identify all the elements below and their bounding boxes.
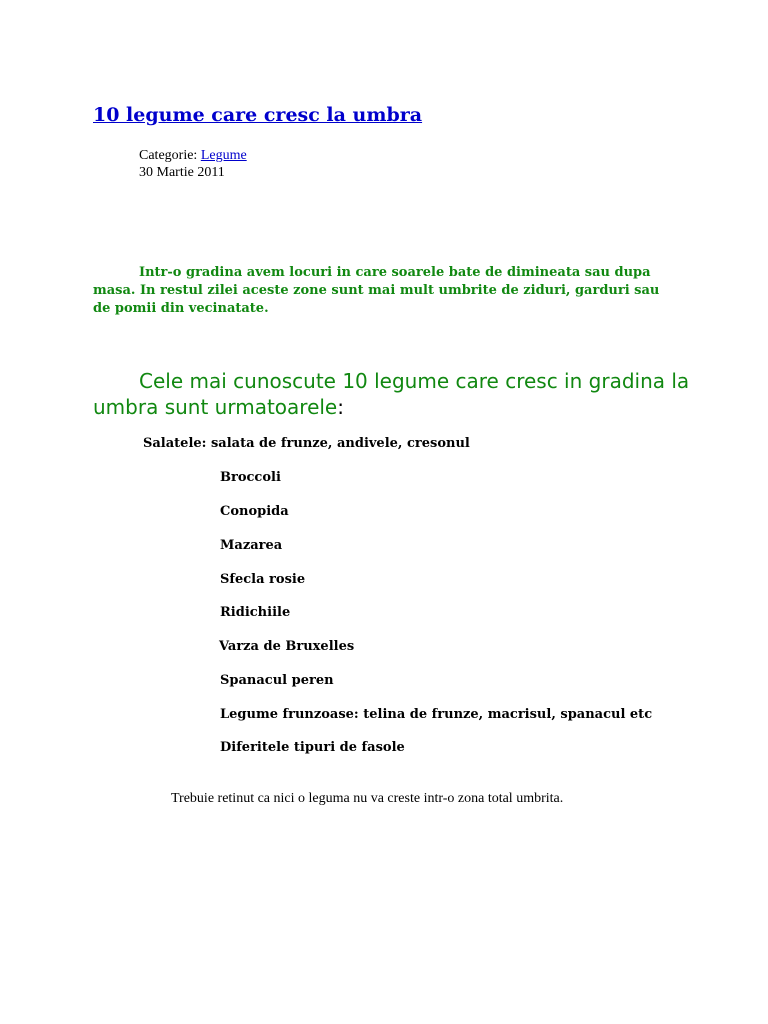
list-heading (93, 368, 693, 420)
list-item: Conopida (220, 504, 289, 519)
list-item: Spanacul peren (220, 673, 334, 688)
list-item: Sfecla rosie (220, 572, 306, 587)
list-item: Legume frunzoase: telina de frunze, macrisul, spanacul etc (220, 707, 653, 722)
category-link[interactable]: Legume (200, 148, 247, 163)
category-label: Categorie: (139, 148, 198, 163)
article-date: 30 Martie 2011 (139, 165, 225, 180)
list-heading-colon: : (337, 395, 344, 419)
category-line (139, 147, 247, 164)
list-heading-text: Cele mai cunoscute 10 legume care cresc in gradina la umbra sunt urmatoarele (93, 369, 690, 419)
list-item: Broccoli (220, 470, 281, 485)
intro-paragraph: Intr-o gradina avem locuri in care soarele bate de dimineata sau dupa masa. In restul zilei aceste zone sunt mai mult umbrite de ziduri, garduri sau de pomii din vecinatate. (93, 265, 660, 316)
list-item: Salatele: salata de frunze, andivele, cresonul (143, 436, 470, 451)
closing-note: Trebuie retinut ca nici o leguma nu va creste intr-o zona total umbrita. (171, 791, 564, 806)
list-item: Varza de Bruxelles (219, 639, 355, 654)
list-item: Diferitele tipuri de fasole (220, 740, 405, 755)
article-meta (139, 147, 247, 181)
article-title[interactable]: 10 legume care cresc la umbra (93, 104, 423, 126)
list-item: Mazarea (220, 538, 283, 553)
list-item: Ridichiile (220, 605, 291, 620)
